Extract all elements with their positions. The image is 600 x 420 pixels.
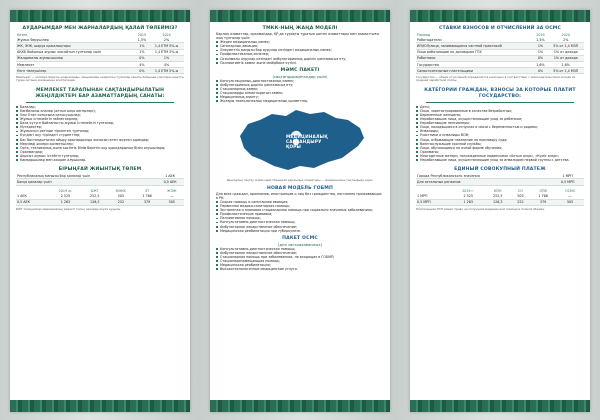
ornament-top <box>210 10 390 22</box>
cell: Мемлекет <box>16 61 135 67</box>
cell: Республикалық маңызы бар қалалар үшін <box>16 173 156 179</box>
list-item: Көпбалалы аналар (алтын алқа иегерлері); <box>16 109 184 113</box>
cell: 2 525 <box>452 194 485 200</box>
cell: 0% <box>135 68 149 74</box>
cell: 1 МРП <box>551 173 584 179</box>
cell: Өзге төлеушілер <box>16 68 135 74</box>
table-row <box>416 68 584 74</box>
rates-table-ru <box>416 32 584 74</box>
list-item: Инвалиды; <box>416 129 584 133</box>
new-model-list-kz <box>216 40 384 65</box>
cell: 126,3 <box>485 199 511 205</box>
list-item: Экстренная и плановая стационарная помощь при социально значимых заболеваниях; <box>216 208 384 212</box>
cell: 0,5 МРП <box>551 179 584 185</box>
list-item: Неработающие лица, осуществляющие уход за ребенком; <box>416 117 584 121</box>
list-item: Многодетные матери, награжденные подвесками «Алтын алқа», «Күміс алқа»; <box>416 154 584 158</box>
gobmp-title: НОВАЯ МОДЕЛЬ ГОБМП <box>266 185 333 191</box>
ornament-bottom <box>410 400 590 412</box>
categories-list-ru <box>416 105 584 162</box>
list-item: Оралмандар; <box>16 150 184 154</box>
list-item: Күндізгі оқу түріндегі студенттер; <box>16 133 184 137</box>
list-item: Ұлы Отан соғысына қатысушылар; <box>16 113 184 117</box>
rates-table-kz <box>16 32 184 74</box>
cell: 505 <box>556 199 584 205</box>
cell: 1 АЕК <box>16 194 49 200</box>
list-item: Жедел медициналық көмек; <box>216 40 384 44</box>
col-header: МӘМС <box>115 189 127 194</box>
cell: 1% <box>533 49 547 55</box>
cell: 0% <box>533 55 547 61</box>
col-header: 2019 <box>536 32 545 37</box>
cell: 2% <box>547 37 584 43</box>
table-row <box>16 179 184 185</box>
cell: 379 <box>135 199 160 205</box>
cell: АҚКБ бойынша жұмыс жасайтын тұлғалар үшін <box>16 49 135 55</box>
list-item: Амбулаторное лекарственное обеспечение; <box>216 225 384 229</box>
list-item: Мерзімді әскери қызметшілер; <box>16 142 184 146</box>
cell: 252,5 <box>82 194 107 200</box>
cell: 1% <box>533 43 547 49</box>
col-header: 2019 г. <box>462 189 475 194</box>
col-header: БЖТ <box>90 189 99 194</box>
contrib-table-kz <box>16 173 184 185</box>
osms-title: ПАКЕТ ОСМС <box>282 235 318 241</box>
cell: 1,6% <box>547 61 584 67</box>
cell: Работодатели <box>416 37 533 43</box>
cell: 379 <box>530 199 556 205</box>
list-item: Медициналық оңалту; <box>216 95 384 99</box>
cell: — <box>160 194 184 200</box>
cell: 0,5 МРП <box>416 199 452 205</box>
cell: 0% <box>533 68 547 74</box>
cell: ИП/ЮЛ/лица, занимающиеся частной практикой <box>416 43 533 49</box>
categories-title-ru: КАТЕГОРИИ ГРАЖДАН, ВЗНОСЫ ЗА КОТОРЫЕ ПЛАТИТ ГОСУДАРСТВО: <box>424 87 576 99</box>
cell: 1,4 ЕТМ 5%-ы <box>149 43 184 49</box>
fund-logo-text <box>286 134 328 149</box>
list-item: Әлеуметтік маңызы бар аурулар кезіндегі медициналық көмек; <box>216 48 384 52</box>
list-item: Неработающие лица, осуществляющие уход за инвалидом первой группы с детства. <box>416 158 584 162</box>
list-item: Лица, обучающиеся по очной форме обучения; <box>416 146 584 150</box>
list-item: Амбулаториялық дәрілік қамтамасыз ету; <box>216 83 384 87</box>
logo-line: ҚОРЫ <box>286 144 302 150</box>
mems-list <box>216 79 384 104</box>
cell: 1 768 <box>135 194 160 200</box>
contrib-matrix-kz <box>16 189 184 207</box>
col-header: ОСМС <box>565 189 576 194</box>
single-payment-matrix <box>416 189 584 207</box>
left-panel <box>10 10 190 412</box>
middle-panel <box>210 10 390 412</box>
cell: Жалдамалы жұмысшылар <box>16 55 135 61</box>
cell: 505 <box>160 199 184 205</box>
cell: Государство <box>416 61 533 67</box>
cell: 252 <box>107 199 134 205</box>
list-item: Бас бостандығынан айыру орындарында жазасын өтеп жүрген адамдар; <box>16 138 184 142</box>
cell: 0% <box>135 55 149 61</box>
list-item: Консультативно-диагностическая помощь; <box>216 247 384 251</box>
list-item: Военнослужащие срочной службы; <box>416 142 584 146</box>
mems-subtitle: (сақтандырылғандар үшін) <box>272 73 328 79</box>
list-item: Стационарды алмастыратын көмек; <box>216 91 384 95</box>
ornament-top <box>410 10 590 22</box>
list-item: Созылмалы аурулар кезіндегі амбулаториялық дәрілік қамтамасыз ету; <box>216 57 384 61</box>
list-item: Балалар; <box>16 105 184 109</box>
osms-subtitle: (для застрахованных) <box>277 241 323 247</box>
col-header: СО <box>517 189 523 194</box>
list-item: Беременные женщины; <box>416 113 584 117</box>
cell: 2% <box>149 37 184 43</box>
rates-note-kz: Мемлекет — кепілдік беретін жарналарды, заңнамамен көзделген тұлғалар санаты бойынша үлестерін шартты түрде орташа жалақымен есептегенде. <box>16 74 184 83</box>
col-header: 2020 <box>162 32 171 37</box>
rates-note-ru: Государство — объем отчислений определяется ежегодно в соответствии с законодательством исходя из средней заработной платы. <box>416 74 576 83</box>
list-item: Стационарозамещающая помощь; <box>216 259 384 263</box>
col-header: ОПВ <box>539 189 547 194</box>
cell: 1% <box>135 43 149 49</box>
cell: 0,5 АЕК <box>156 179 184 185</box>
list-item: Паллиативная помощь; <box>216 216 384 220</box>
list-item: Жұмыс істемейтін зейнеткерлер; <box>16 117 184 121</box>
list-item: Медицинская реабилитация; <box>216 263 384 267</box>
gobmp-intro: Для всех граждан, оралманов, иностранцев и лиц без гражданства, постоянно проживающих в РК: <box>216 191 382 200</box>
list-item: Участники и инвалиды ВОВ; <box>416 133 584 137</box>
cell: 1 263 <box>49 199 83 205</box>
table-row <box>16 199 184 205</box>
cell: 5% от 1,4 МЗП <box>547 43 584 49</box>
cell: 1% <box>149 55 184 61</box>
new-model-title-kz: ТМКК-НЫҢ ЖАҢА МОДЕЛІ <box>262 26 338 31</box>
cell: ЖК, ЖЖ, шаруа қожалықтары <box>16 43 135 49</box>
list-item: Орта, техникалық және кәсіптік білім беретін оқу орындарының білім алушылары; <box>16 146 184 150</box>
new-model-intro-kz: Барлық азаматтар, оралмандар, ҚР-да тұрақты тұратын шетел азаматтары мен азаматтығы жоқ тұлғалар үшін: <box>216 32 380 41</box>
list-item: Неработающие пенсионеры; <box>416 121 584 125</box>
single-payment-note: Плательщики ЕСП имеют право на получение медицинской помощи в полном объеме. <box>416 206 545 211</box>
cell: 5% от 1,4 МЗП <box>547 68 584 74</box>
cell: 1,4 ЕТМ 5%-ы <box>149 68 184 74</box>
cell: Басқа қалалар үшін <box>16 179 156 185</box>
list-item: Первичная медико-санитарная помощь; <box>216 204 384 208</box>
list-item: Консультативно-диагностическая помощь; <box>216 220 384 224</box>
cell: 252 <box>511 199 530 205</box>
logo-line: САҚТАНДЫРУ <box>286 139 322 145</box>
list-item: Высокотехнологичные медицинские услуги. <box>216 267 384 271</box>
right-panel <box>410 10 590 412</box>
cell: — <box>556 194 584 200</box>
list-item: Қамқоршылар мен асырап алушылар. <box>16 158 184 162</box>
cell: Работники <box>416 55 533 61</box>
cell: Лица работающие по договорам ГПХ <box>416 49 533 55</box>
list-item: Санитарлық авиация; <box>216 44 384 48</box>
list-item: Профилактические прививки; <box>216 212 384 216</box>
list-item: Профилактикалық екпелер; <box>216 52 384 56</box>
cell: 1 263 <box>452 199 485 205</box>
list-item: Жоғары технологиялық медициналық қызметтер. <box>216 99 384 103</box>
col-header: 2020 <box>561 32 570 37</box>
cell: 1% от дохода <box>547 55 584 61</box>
cell: 252,5 <box>485 194 511 200</box>
rates-title-kz: АУДАРЫМДАР МЕН ЖАРНАЛАРДЫҢ ҚАЛАЙ ТӨЛЕЙМІЗ? <box>22 26 178 31</box>
gobmp-list <box>216 200 384 233</box>
col-header: ЖЗЖ <box>167 189 177 194</box>
cell: 1 МРП <box>416 194 452 200</box>
kazakhstan-map <box>230 106 370 176</box>
list-item: Консультациялық-диагностикалық көмек; <box>216 79 384 83</box>
ornament-bottom <box>210 400 390 412</box>
cell: Жұмыс берушілер <box>16 37 135 43</box>
contrib-note-kz: БЖТ төлеушілері медициналық көмекті толық көлемде алуға құқылы. <box>16 206 121 211</box>
cell: 4% <box>149 61 184 67</box>
contrib-title-kz: БІРЫҢҒАЙ ЖИЫНТЫҚ ТӨЛЕМ <box>58 167 142 173</box>
cell: 126,3 <box>82 199 107 205</box>
col-header: 2019 <box>137 32 147 37</box>
list-item: Лица, отбывающие наказание по приговору суда; <box>416 138 584 142</box>
cell: 505 <box>511 194 530 200</box>
cell: 1,5% <box>533 37 547 43</box>
cell: 4% <box>135 61 149 67</box>
cell: 1 768 <box>530 194 556 200</box>
single-payment-table <box>416 173 584 185</box>
cell: 1,5% <box>135 37 149 43</box>
list-item: Лица, зарегистрированные в качестве безработных; <box>416 109 584 113</box>
list-item: Стационарлық көмек; <box>216 87 384 91</box>
col-header: Кезең <box>17 32 28 37</box>
list-item: Амбулаторное лекарственное обеспечение; <box>216 251 384 255</box>
list-item: Медицинская реабилитация при туберкулезе. <box>216 229 384 233</box>
cell: 1 АЕК <box>156 173 184 179</box>
cell: 1,4 ЕТМ 5%-ы <box>149 49 184 55</box>
map-caption: Денсаулық сақтау жүйесіндегі бірыңғай қаржылық операторы — медициналық сақтандыру қоры. <box>226 178 374 183</box>
list-item: Мүгедектер; <box>16 125 184 129</box>
col-header: ЗТ <box>145 189 150 194</box>
table-row <box>416 199 584 205</box>
list-item: Дети; <box>416 105 584 109</box>
osms-list <box>216 247 384 272</box>
list-item: Скорая помощь и санитарная авиация; <box>216 200 384 204</box>
list-item: Оралманы; <box>416 150 584 154</box>
table-row <box>416 179 584 185</box>
cell: 2 525 <box>49 194 83 200</box>
state-title-kz: МЕМЛЕКЕТ ТАРАПЫНАН САҚТАНДЫРЫЛАТЫН ЖЕҢІЛДІКТЕРІ БАР АЗАМАТТАРДЫҢ САНАТЫ: <box>35 87 165 99</box>
rates-title-ru: СТАВКИ ВЗНОСОВ И ОТЧИСЛЕНИЙ ЗА ОСМС <box>438 26 562 31</box>
mems-title: МӘМС ПАКЕТІ <box>280 67 320 73</box>
single-payment-title: ЕДИНЫЙ СОВОКУПНЫЙ ПЛАТЕЖ <box>454 167 546 173</box>
state-list-kz <box>16 105 184 162</box>
cell: 1% <box>135 49 149 55</box>
col-header: Период <box>417 32 431 37</box>
cell: 505 <box>107 194 134 200</box>
list-item: Бала күтуге байланысты жұмыс істемейтін тұлғалар; <box>16 121 184 125</box>
list-item: Ақысыз жұмыс істейтін тұлғалар; <box>16 154 184 158</box>
list-item: Жұмыссыз ретінде тіркелген тұлғалар; <box>16 129 184 133</box>
ornament-top <box>10 10 190 22</box>
cell: Для остальных регионов <box>416 179 551 185</box>
table-row <box>16 68 184 74</box>
col-header: 2019 ж. <box>58 189 73 194</box>
cell: 1,6% <box>533 61 547 67</box>
list-item: Паллиативтік көмек және мейірбике күтімі. <box>216 61 384 65</box>
list-item: Лица, находящиеся в отпусках в связи с беременностью и родами; <box>416 125 584 129</box>
list-item: Стационарная помощь при заболеваниях, не входящих в ГОБМП; <box>216 255 384 259</box>
cell: 1% от дохода <box>547 49 584 55</box>
cell: Города Республиканского значения <box>416 173 551 179</box>
cell: 0,5 АЕК <box>16 199 49 205</box>
col-header: ИПН <box>494 189 502 194</box>
cell: Самостоятельные плательщики <box>416 68 533 74</box>
ornament-bottom <box>10 400 190 412</box>
logo-line: МЕДИЦИНАЛЫҚ <box>286 134 328 140</box>
